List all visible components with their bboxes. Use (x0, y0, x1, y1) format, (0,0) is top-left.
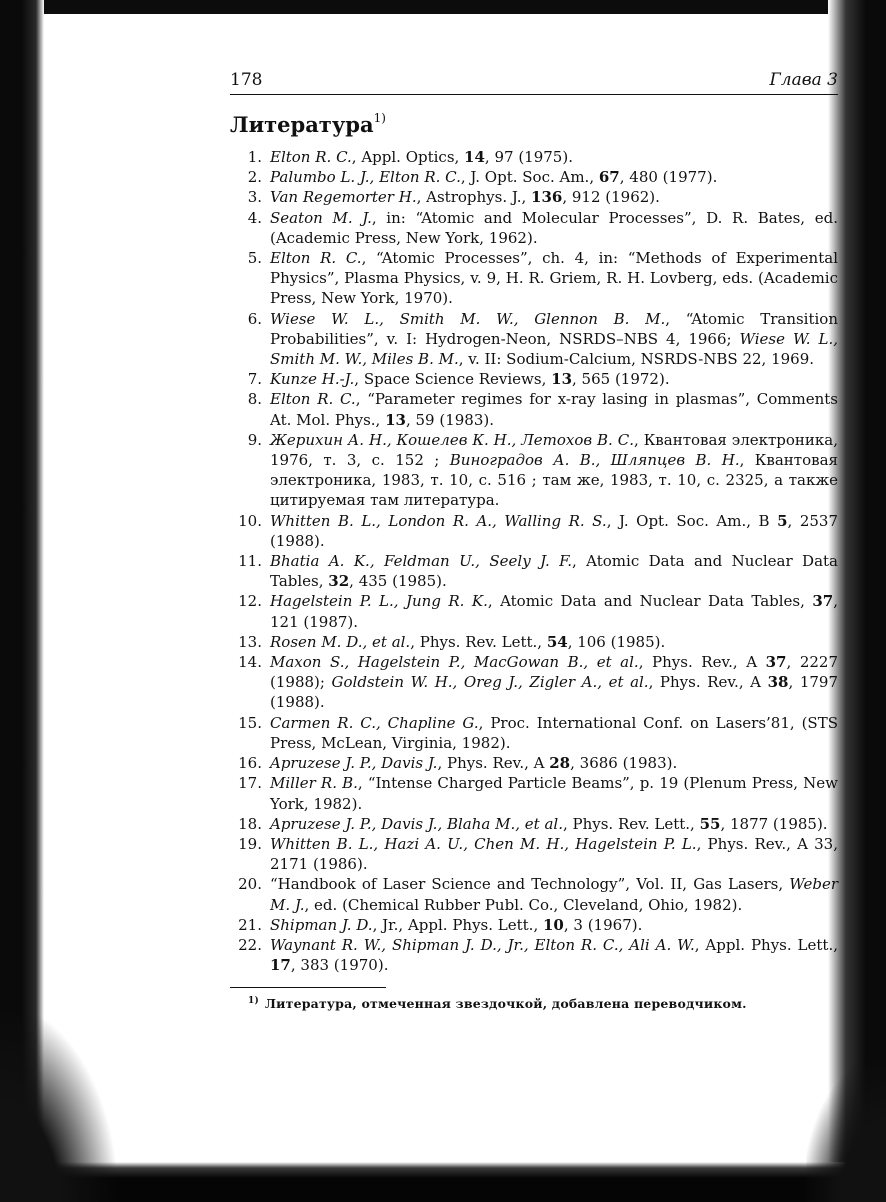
reference-text: , v. II: Sodium-Calcium, NSRDS-NBS 22, 1969. (458, 350, 815, 369)
footnote-rule (230, 987, 386, 988)
reference-text: , J. Opt. Soc. Am., (460, 168, 599, 187)
reference-item (230, 753, 838, 773)
reference-text: , ed. (Chemical Rubber Publ. Co., Cleveland, Ohio, 1982). (304, 895, 743, 914)
reference-volume: 37 (812, 592, 834, 611)
reference-text: , 3 (1967). (563, 915, 643, 934)
reference-number: 19. (238, 834, 262, 853)
reference-authors: Жерихин А. Н., Кошелев К. Н., Летохов В. С. (270, 430, 634, 449)
reference-text: , Phys. Rev., A (648, 673, 768, 692)
reference-number: 2. (247, 168, 262, 187)
reference-text: , Phys. Rev. Lett., (410, 632, 547, 651)
reference-authors: Van Regemorter H. (270, 188, 417, 207)
reference-authors: Weber M. J. (270, 875, 838, 914)
reference-volume: 55 (699, 814, 721, 833)
footnote-mark: 1) (373, 111, 386, 125)
section-title-text: Литература (230, 112, 374, 137)
reference-text: , J. Opt. Soc. Am., B (606, 511, 778, 530)
reference-text: , 59 (1983). (405, 410, 495, 429)
reference-volume: 14 (464, 148, 485, 166)
reference-item (230, 248, 838, 309)
reference-text: , Appl. Phys. Lett., (694, 935, 838, 954)
reference-number: 7. (247, 370, 262, 389)
scan-border-top (0, 0, 886, 14)
reference-number: 15. (238, 713, 262, 732)
reference-number: 3. (247, 188, 262, 207)
reference-number: 20. (238, 875, 262, 894)
reference-authors: Whitten B. L., Hazi A. U., Chen M. H., Hagelstein P. L. (270, 834, 697, 853)
reference-authors: Miller R. B. (270, 774, 358, 793)
reference-item (230, 430, 838, 511)
reference-authors: Hagelstein P. L., Jung R. K. (270, 592, 488, 611)
reference-number: 6. (247, 309, 262, 328)
reference-text: , 435 (1985). (349, 572, 447, 591)
reference-number: 9. (247, 430, 262, 449)
reference-number: 22. (238, 935, 262, 954)
reference-text: , Atomic Data and Nuclear Data Tables, (270, 552, 838, 591)
reference-volume: 136 (531, 188, 563, 207)
reference-item (230, 915, 838, 935)
reference-authors: Apruzese J. P., Davis J. (270, 754, 438, 773)
reference-volume: 54 (546, 632, 568, 651)
reference-volume: 5 (777, 511, 788, 530)
reference-text: , 97 (1975). (484, 148, 573, 166)
reference-authors: Elton R. C. (270, 148, 352, 166)
reference-number: 16. (238, 754, 262, 773)
reference-text: , Phys. Rev., A (437, 754, 550, 773)
reference-item (230, 591, 838, 631)
reference-text: , Phys. Rev., A 33, 2171 (1986). (270, 834, 838, 874)
reference-number: 18. (238, 814, 262, 833)
reference-text: , 1797 (1988). (270, 673, 838, 712)
reference-item (230, 874, 838, 914)
reference-number: 12. (238, 592, 262, 611)
reference-number: 17. (238, 774, 262, 793)
reference-volume: 37 (765, 653, 787, 672)
reference-text: , 383 (1970). (290, 956, 389, 975)
reference-authors: Kunze H.-J. (270, 370, 355, 389)
reference-text: , 2227 (1988); (270, 653, 838, 692)
reference-item (230, 309, 838, 370)
reference-text: , “Atomic Transition Probabilities”, v. I: Hydrogen-Neon, NSRDS–NBS 4, 1966; (270, 309, 838, 348)
reference-item (230, 389, 838, 429)
reference-item (230, 632, 838, 652)
reference-number: 10. (238, 511, 262, 530)
reference-text: , 480 (1977). (619, 168, 718, 187)
reference-number: 4. (247, 208, 262, 227)
reference-number: 1. (247, 148, 262, 166)
reference-number: 13. (238, 632, 262, 651)
reference-text: , Квантовая электроника, 1983, т. 10, с. 516 ; там же, 1983, т. 10, с. 2325, а также цитируемая там литература. (270, 451, 838, 510)
reference-authors: Shipman J. D. (270, 915, 373, 934)
reference-volume: 17 (270, 956, 291, 975)
reference-authors: Bhatia A. K., Feldman U., Seely J. F. (270, 552, 572, 571)
reference-authors: Carmen R. C., Chapline G. (270, 713, 479, 732)
reference-text: , in: “Atomic and Molecular Processes”, D. R. Bates, ed. (Academic Press, New York, 1962). (270, 208, 838, 247)
reference-volume: 38 (767, 673, 789, 692)
scan-border-bottom (0, 1162, 886, 1202)
reference-item (230, 167, 838, 187)
section-title (230, 111, 838, 137)
reference-volume: 32 (328, 572, 350, 591)
reference-volume: 28 (549, 754, 571, 773)
running-head (230, 70, 838, 95)
footnote-text: Литература, отмеченная звездочкой, добавлена переводчиком. (264, 996, 747, 1012)
reference-text: , 1877 (1985). (720, 814, 828, 833)
reference-text: , “Atomic Processes”, ch. 4, in: “Methods of Experimental Physics”, Plasma Physics, v. 9, H. R. Griem, R. H. Lovberg, eds. (Academic Press, New York, 1970). (270, 249, 838, 308)
reference-item (230, 773, 838, 813)
reference-authors: Maxon S., Hagelstein P., MacGowan B., et al. (270, 653, 639, 672)
reference-item (230, 369, 838, 389)
reference-item (230, 187, 838, 207)
reference-text: , Квантовая электроника, 1976, т. 3, с. 152 ; (270, 430, 839, 470)
reference-volume: 13 (551, 370, 573, 389)
reference-authors: Apruzese J. P., Davis J., Blaha M., et al. (270, 814, 563, 833)
reference-volume: 67 (598, 168, 620, 187)
reference-text: , Phys. Rev. Lett., (562, 814, 700, 833)
scan-shadow-bottom-right (806, 1062, 886, 1202)
reference-text: , 912 (1962). (562, 188, 660, 207)
book-page (230, 70, 838, 1011)
chapter-label: Глава 3 (769, 70, 838, 90)
reference-text: , Jr., Appl. Phys. Lett., (372, 915, 543, 934)
reference-item (230, 208, 838, 248)
reference-item (230, 147, 838, 167)
reference-number: 21. (238, 915, 262, 934)
reference-authors: Wiese W. L., Smith M. W., Miles B. M. (270, 329, 838, 369)
reference-text: , 106 (1985). (567, 632, 666, 651)
reference-authors: Виноградов А. В., Шляпцев В. Н. (449, 451, 740, 470)
reference-authors: Waynant R. W., Shipman J. D., Jr., Elton R. C., Ali A. W. (270, 935, 695, 954)
reference-text: , Astrophys. J., (416, 188, 532, 207)
reference-text: , Proc. International Conf. on Lasers’81, (STS Press, McLean, Virginia, 1982). (270, 713, 838, 752)
reference-authors: Seaton M. J. (270, 208, 372, 227)
reference-text: , 565 (1972). (572, 370, 670, 389)
reference-item (230, 551, 838, 591)
footnote (230, 996, 838, 1011)
reference-authors: Palumbo L. J., Elton R. C. (270, 168, 461, 187)
reference-text: , “Intense Charged Particle Beams”, p. 19 (Plenum Press, New York, 1982). (270, 774, 839, 813)
reference-authors: Rosen M. D., et al. (270, 632, 411, 651)
reference-text: “Handbook of Laser Science and Technology”, Vol. II, Gas Lasers, (270, 875, 790, 894)
reference-item (230, 511, 838, 551)
reference-number: 8. (247, 390, 262, 409)
reference-volume: 13 (385, 410, 406, 429)
reference-item (230, 652, 838, 713)
reference-text: , Atomic Data and Nuclear Data Tables, (487, 592, 813, 611)
reference-text: , “Parameter regimes for x-ray lasing in plasmas”, Comments At. Mol. Phys., (270, 390, 838, 429)
footnote-number: 1) (248, 996, 259, 1007)
reference-authors: Elton R. C. (270, 249, 362, 268)
reference-text: , 121 (1987). (270, 592, 838, 631)
page-number: 178 (230, 70, 263, 90)
reference-item (230, 834, 838, 874)
reference-number: 5. (247, 249, 262, 268)
reference-text: , Space Science Reviews, (354, 370, 552, 389)
reference-number: 14. (238, 653, 262, 672)
reference-volume: 10 (542, 915, 564, 934)
reference-item (230, 814, 838, 834)
reference-authors: Goldstein W. H., Oreg J., Zigler A., et al. (331, 673, 649, 692)
scan-shadow-bottom-left (0, 1002, 120, 1202)
reference-text: , Phys. Rev., A (638, 653, 766, 672)
reference-text: , 3686 (1983). (570, 754, 678, 773)
reference-authors: Wiese W. L., Smith M. W., Glennon B. M. (270, 309, 666, 328)
reference-number: 11. (238, 552, 262, 571)
reference-text: , Appl. Optics, (351, 148, 465, 166)
reference-list (230, 147, 838, 975)
reference-authors: Elton R. C. (270, 390, 356, 409)
reference-authors: Whitten B. L., London R. A., Walling R. S. (270, 511, 607, 530)
reference-item (230, 713, 838, 753)
reference-text: , 2537 (1988). (270, 511, 839, 550)
reference-item (230, 935, 838, 975)
